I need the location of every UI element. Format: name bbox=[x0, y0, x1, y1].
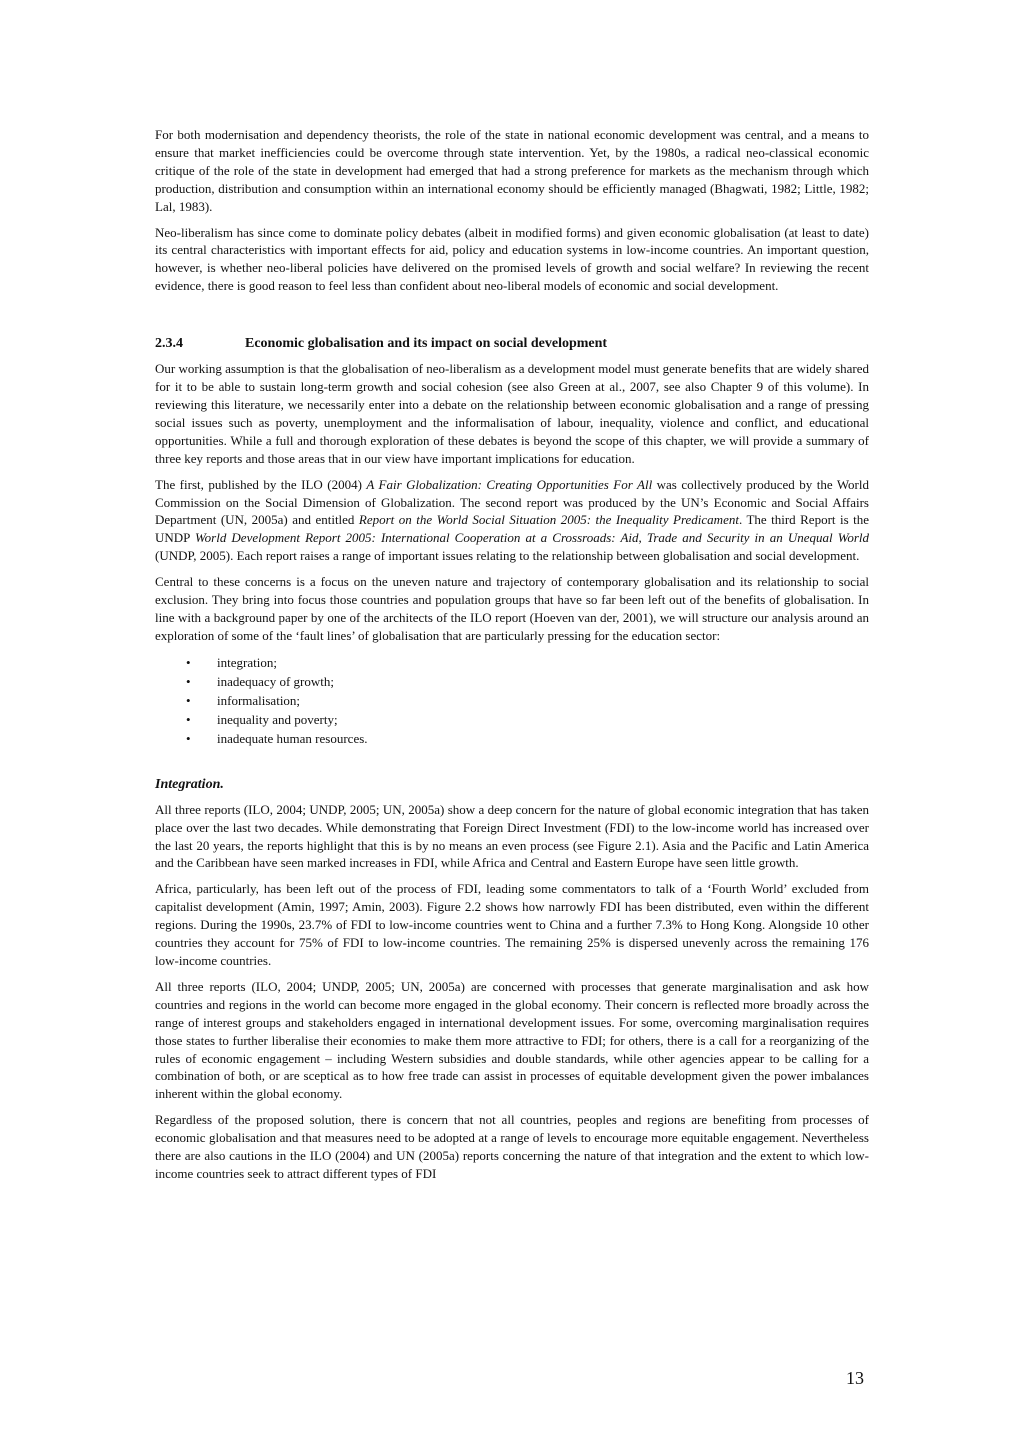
paragraph-equitable-engagement: Regardless of the proposed solution, there is concern that not all countries, peoples and regions are benefiting from processes of economic globalisation and that measures need to be adopted at a range of levels to encourage more equitable engagement. Nevertheless there are also cautions in the ILO (2004) and UN (2005a) reports concerning the nature of that integration and the extent to which low-income countries seek to attract different types of FDI bbox=[155, 1112, 869, 1181]
report-title-ilo: A Fair Globalization: Creating Opportunities For All bbox=[366, 476, 653, 492]
list-item bbox=[155, 672, 869, 691]
paragraph-integration-concern: All three reports (ILO, 2004; UNDP, 2005; UN, 2005a) show a deep concern for the nature of global economic integration that has taken place over the last two decades. While demonstrating that Foreign Direct Investment (FDI) to the low-income world has increased over the last 20 years, the reports highlight that this is by no means an even process (see Figure 2.1). Asia and the Pacific and Latin America and the Caribbean have seen marked increases in FDI, while Africa and Central and Eastern Europe have seen little growth. bbox=[155, 801, 869, 871]
text-run: . The third Report is the UNDP bbox=[155, 512, 870, 546]
paragraph-three-reports bbox=[155, 476, 869, 566]
fault-lines-list bbox=[155, 653, 869, 748]
list-item-label: informalisation; bbox=[217, 692, 301, 708]
bullet-icon: • bbox=[186, 730, 191, 746]
section-title: Economic globalisation and its impact on social development bbox=[245, 336, 608, 352]
paragraph-africa-fdi: Africa, particularly, has been left out of the process of FDI, leading some commentators to talk of a ‘Fourth World’ excluded from capitalist development (Amin, 1997; Amin, 2003). Figure 2.2 shows how narrowly FDI has been distributed, even within the different regions. During the 1990s, 23.7% of FDI to low-income countries went to China and a further 7.3% to Hong Kong. Alongside 10 other countries they account for 75% of FDI to low-income countries. The remaining 25% is dispersed unevenly across the remaining 176 low-income countries. bbox=[155, 881, 869, 968]
list-item bbox=[155, 691, 869, 710]
paragraph-working-assumption: Our working assumption is that the globalisation of neo-liberalism as a development model must generate benefits that are widely shared for it to be able to sustain long-term growth and social cohesion (see also Green at al., 2007, see also Chapter 9 of this volume). In reviewing this literature, we necessarily enter into a debate on the relationship between economic globalisation and a range of pressing social issues such as poverty, unemployment and the informalisation of labour, inequality, violence and conflict, and educational opportunities. While a full and thorough exploration of these debates is beyond the scope of this chapter, we will provide a summary of three key reports and those areas that in our view have important implications for education. bbox=[155, 361, 869, 466]
report-title-undp: World Development Report 2005: International Cooperation at a Crossroads: Aid, Trade and Security in an Unequal World bbox=[195, 530, 870, 546]
list-item bbox=[155, 710, 869, 729]
text-run: was collectively produced by the World Commission on the Social Dimension of Globalization. The second report was produced by the UN’s Economic and Social Affairs Department (UN, 2005a) and entitled bbox=[155, 476, 869, 528]
section-number: 2.3.4 bbox=[155, 336, 183, 352]
list-item-label: inequality and poverty; bbox=[217, 711, 338, 727]
spacer bbox=[155, 748, 869, 776]
bullet-icon: • bbox=[186, 654, 191, 670]
list-item-label: integration; bbox=[217, 654, 277, 670]
bullet-icon: • bbox=[186, 692, 191, 708]
paragraph-fault-lines: Central to these concerns is a focus on the uneven nature and trajectory of contemporary globalisation and its relationship to social exclusion. They bring into focus those countries and population groups that have so far been left out of the benefits of globalisation. In line with a background paper by one of the architects of the ILO report (Hoeven van der, 2001), we will structure our analysis around an exploration of some of the ‘fault lines’ of globalisation that are particularly pressing for the education sector: bbox=[155, 574, 869, 643]
subheading-integration: Integration. bbox=[155, 776, 224, 792]
report-title-un: Report on the World Social Situation 2005: the Inequality Predicament bbox=[358, 512, 739, 528]
page-number: 13 bbox=[846, 1368, 864, 1388]
list-item bbox=[155, 729, 869, 748]
text-run: The first, published by the ILO (2004) bbox=[155, 476, 367, 492]
page-body bbox=[155, 126, 869, 1191]
bullet-icon: • bbox=[186, 673, 191, 689]
bullet-icon: • bbox=[186, 711, 191, 727]
spacer bbox=[155, 303, 869, 335]
paragraph-marginalisation: All three reports (ILO, 2004; UNDP, 2005; UN, 2005a) are concerned with processes that generate marginalisation and ask how countries and regions in the world can become more engaged in the global economy. Their concern is reflected more broadly across the range of interest groups and stakeholders engaged in international development issues. For some, overcoming marginalisation requires those states to further liberalise their economies to make them more attractive to FDI; for others, there is a call for a reorganizing of the rules of economic engagement – including Western subsidies and double standards, while other agencies appear to be calling for a combination of both, or are sceptical as to how free trade can assist in processes of equitable development given the power imbalances inherent within the global economy. bbox=[155, 978, 869, 1102]
text-run: (UNDP, 2005). Each report raises a range of important issues relating to the relationship between globalisation and social development. bbox=[155, 548, 860, 564]
section-heading bbox=[155, 335, 869, 353]
list-item bbox=[155, 653, 869, 672]
paragraph-neo-liberalism: Neo-liberalism has since come to dominate policy debates (albeit in modified forms) and given economic globalisation (at least to date) its central characteristics with important effects for aid, policy and education systems in low-income countries. An important question, however, is whether neo-liberal policies have delivered on the promised levels of growth and social welfare? In reviewing the recent evidence, there is good reason to feel less than confident about neo-liberal models of economic and social development. bbox=[155, 224, 869, 294]
list-item-label: inadequate human resources. bbox=[217, 730, 368, 746]
list-item-label: inadequacy of growth; bbox=[217, 673, 334, 689]
paragraph-state-role: For both modernisation and dependency theorists, the role of the state in national economic development was central, and a means to ensure that market inefficiencies could be overcome through state intervention. Yet, by the 1980s, a radical neo-classical economic critique of the role of the state in development had emerged that had a strong preference for markets as the mechanism through which production, distribution and consumption within an international economy should be efficiently managed (Bhagwati, 1982; Little, 1982; Lal, 1983). bbox=[155, 127, 869, 214]
